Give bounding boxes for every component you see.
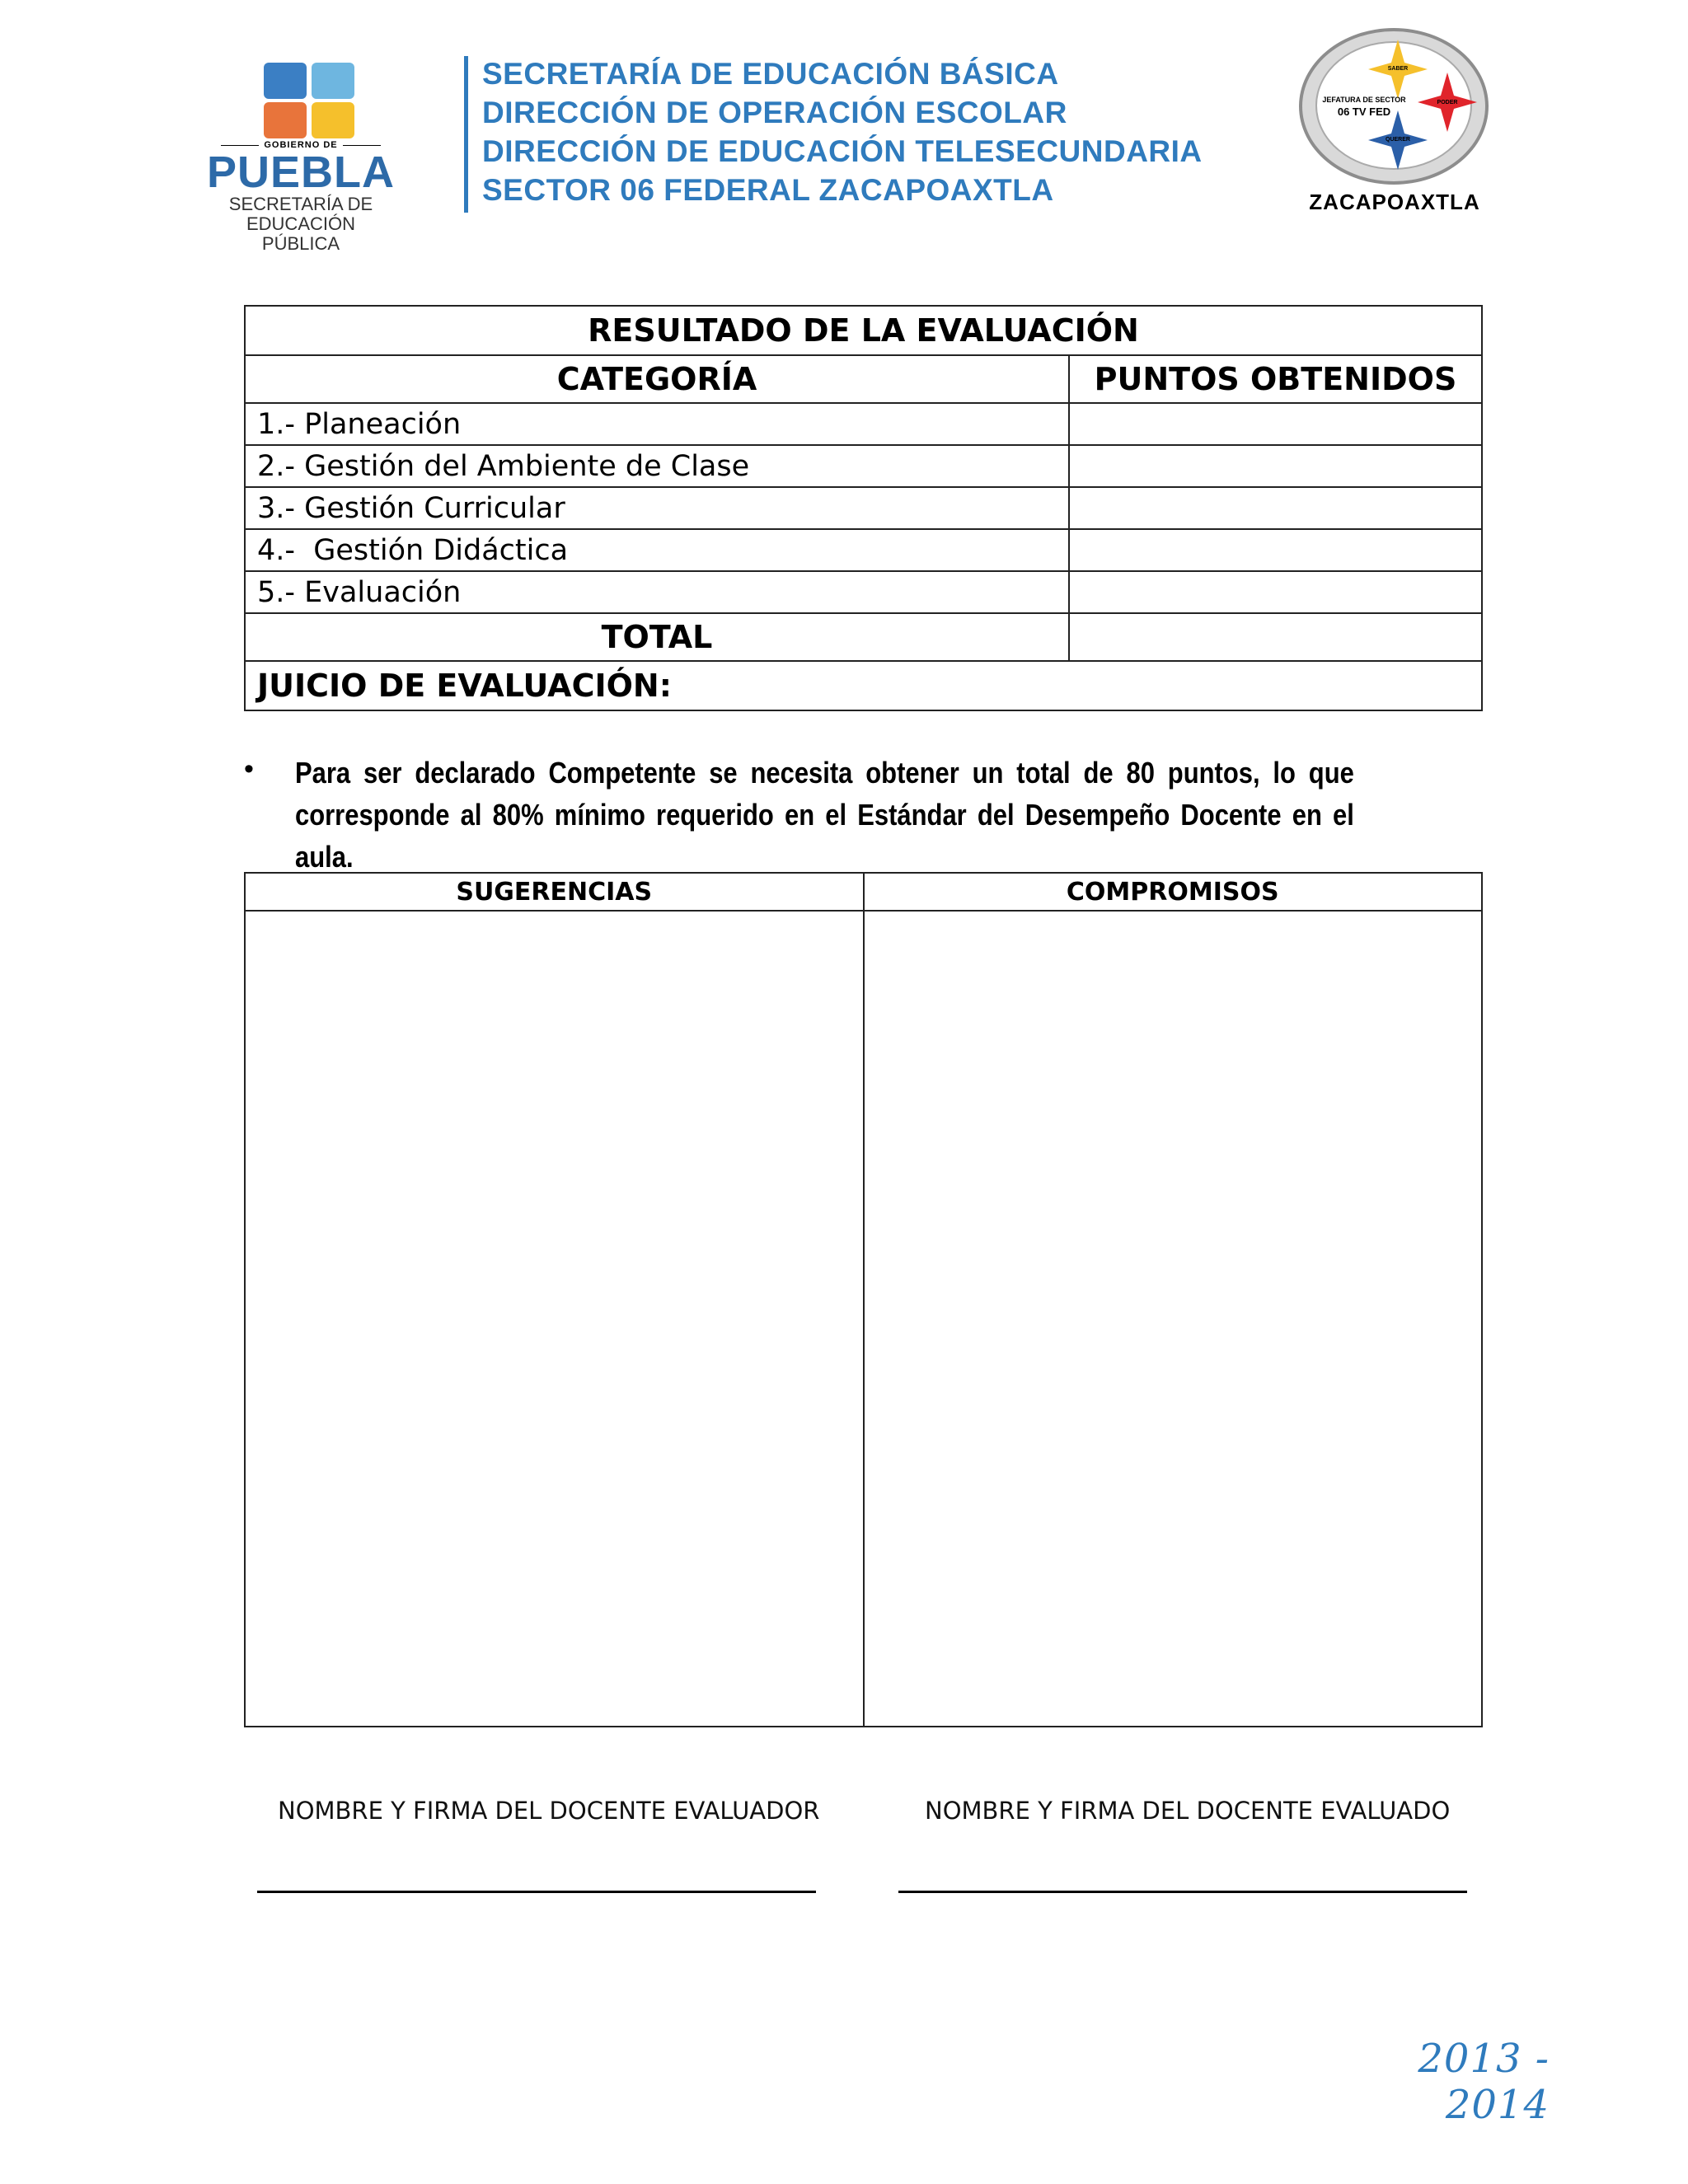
school-year: 2013 - 2014 <box>1418 2036 1550 2128</box>
points-cell[interactable] <box>1069 487 1482 529</box>
category-cell: 3.- Gestión Curricular <box>245 487 1069 529</box>
category-cell: 2.- Gestión del Ambiente de Clase <box>245 445 1069 487</box>
logo-name: ZACAPOAXTLA <box>1309 190 1480 214</box>
table-row <box>245 529 1482 571</box>
logo-block-lightblue <box>312 63 354 99</box>
logo-word-right: PODER <box>1437 100 1458 105</box>
sugerencias-header: SUGERENCIAS <box>245 873 864 911</box>
zacapoaxtla-sector-logo <box>1296 25 1502 214</box>
points-cell[interactable] <box>1069 571 1482 613</box>
logo-block-orange <box>264 102 307 138</box>
logo-word-top: SABER <box>1387 66 1409 72</box>
compromisos-header: COMPROMISOS <box>864 873 1483 911</box>
results-title-row <box>245 306 1482 355</box>
logo-state-name: PUEBLA <box>206 148 395 197</box>
table-row <box>245 571 1482 613</box>
puebla-government-logo <box>206 59 420 254</box>
results-table <box>244 305 1483 711</box>
total-label: TOTAL <box>245 613 1069 661</box>
logo-center-line-2: 06 TV FED <box>1337 105 1391 118</box>
compromisos-field[interactable] <box>864 911 1483 1727</box>
sugerencias-field[interactable] <box>245 911 864 1727</box>
logo-center-line-1: JEFATURA DE SECTOR <box>1322 96 1406 104</box>
category-header: CATEGORÍA <box>245 355 1069 403</box>
table-row <box>245 403 1482 445</box>
feedback-body-row <box>245 911 1482 1727</box>
category-cell: 1.- Planeación <box>245 403 1069 445</box>
logo-word-bottom: QUERER <box>1386 137 1410 143</box>
logo-color-blocks <box>264 63 354 138</box>
evaluado-signature-label: NOMBRE Y FIRMA DEL DOCENTE EVALUADO <box>925 1797 1451 1825</box>
feedback-header-row <box>245 873 1482 911</box>
evaluador-signature-line[interactable] <box>257 1891 816 1893</box>
juicio-label[interactable]: JUICIO DE EVALUACIÓN: <box>245 661 1482 710</box>
total-row <box>245 613 1482 661</box>
logo-block-yellow <box>312 102 354 138</box>
header-line-1: SECRETARÍA DE EDUCACIÓN BÁSICA <box>482 57 1059 91</box>
juicio-row <box>245 661 1482 710</box>
points-cell[interactable] <box>1069 445 1482 487</box>
results-title: RESULTADO DE LA EVALUACIÓN <box>245 306 1482 355</box>
points-header: PUNTOS OBTENIDOS <box>1069 355 1482 403</box>
total-value-cell[interactable] <box>1069 613 1482 661</box>
evaluado-signature-line[interactable] <box>898 1891 1467 1893</box>
header-line-3: DIRECCIÓN DE EDUCACIÓN TELESECUNDARIA <box>482 134 1203 168</box>
header-divider <box>464 56 468 213</box>
header-line-2: DIRECCIÓN DE OPERACIÓN ESCOLAR <box>482 96 1067 129</box>
bullet-icon: • <box>244 753 254 785</box>
evaluador-signature-label: NOMBRE Y FIRMA DEL DOCENTE EVALUADOR <box>278 1797 820 1825</box>
results-header-row <box>245 355 1482 403</box>
header-institution-lines <box>482 54 1290 209</box>
logo-gov-label: GOBIERNO DE <box>206 140 396 150</box>
points-cell[interactable] <box>1069 403 1482 445</box>
feedback-table <box>244 872 1483 1727</box>
category-cell: 4.- Gestión Didáctica <box>245 529 1069 571</box>
logo-secretaria-line-2: EDUCACIÓN PÚBLICA <box>246 213 355 254</box>
logo-secretaria-line-1: SECRETARÍA DE <box>228 194 373 214</box>
table-row <box>245 487 1482 529</box>
competence-note-text: Para ser declarado Competente se necesita obtener un total de 80 puntos, lo que corresponde al 80% mínimo requerido en el Estándar del Desempeño Docente en el aula. <box>295 756 1354 874</box>
points-cell[interactable] <box>1069 529 1482 571</box>
table-row <box>245 445 1482 487</box>
header-line-4: SECTOR 06 FEDERAL ZACAPOAXTLA <box>482 173 1054 207</box>
logo-block-blue <box>264 63 307 99</box>
category-cell: 5.- Evaluación <box>245 571 1069 613</box>
